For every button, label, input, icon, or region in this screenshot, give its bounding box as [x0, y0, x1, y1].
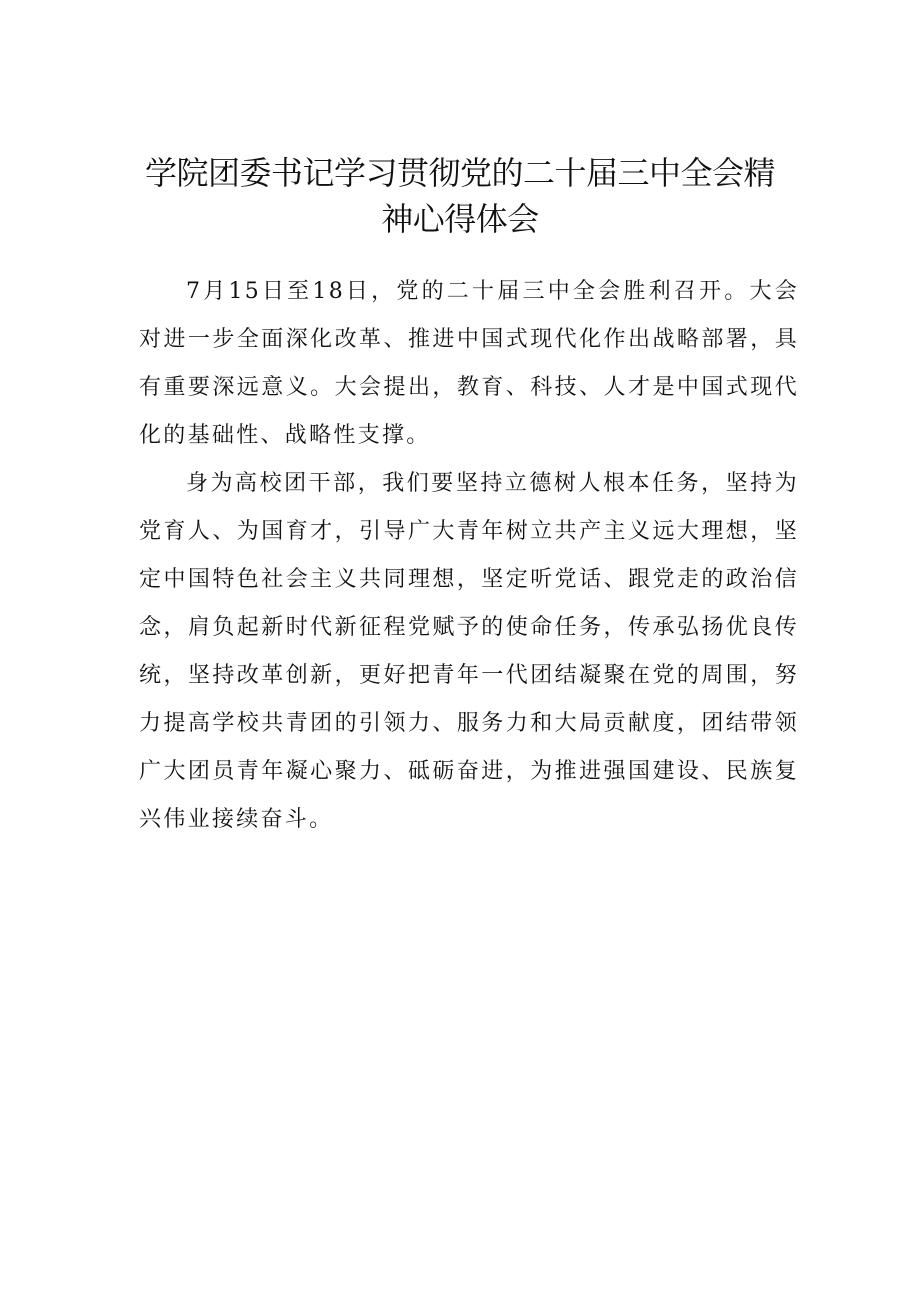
document-title-line-1: 学院团委书记学习贯彻党的二十届三中全会精	[144, 154, 775, 192]
paragraph-2: 身为高校团干部，我们要坚持立德树人根本任务，坚持为党育人、为国育才，引导广大青年树立共产主义远大理想，坚定中国特色社会主义共同理想，坚定听党话、跟党走的政治信念，肩负起新时代新征程党赋予的使命任务，传承弘扬优良传统，坚持改革创新，更好把青年一代团结凝聚在党的周围，努力提高学校共青团的引领力、服务力和大局贡献度，团结带领广大团员青年凝心聚力、砥砺奋进，为推进强国建设、民族复兴伟业接续奋斗。	[139, 471, 799, 832]
paragraph-1: 7月15日至18日，党的二十届三中全会胜利召开。大会对进一步全面深化改革、推进中国式现代化作出战略部署，具有重要深远意义。大会提出，教育、科技、人才是中国式现代化的基础性、战略性支撑。	[139, 279, 799, 448]
document-title-line-2: 神心得体会	[381, 200, 539, 238]
document-body	[139, 268, 799, 844]
document-title	[120, 150, 800, 242]
